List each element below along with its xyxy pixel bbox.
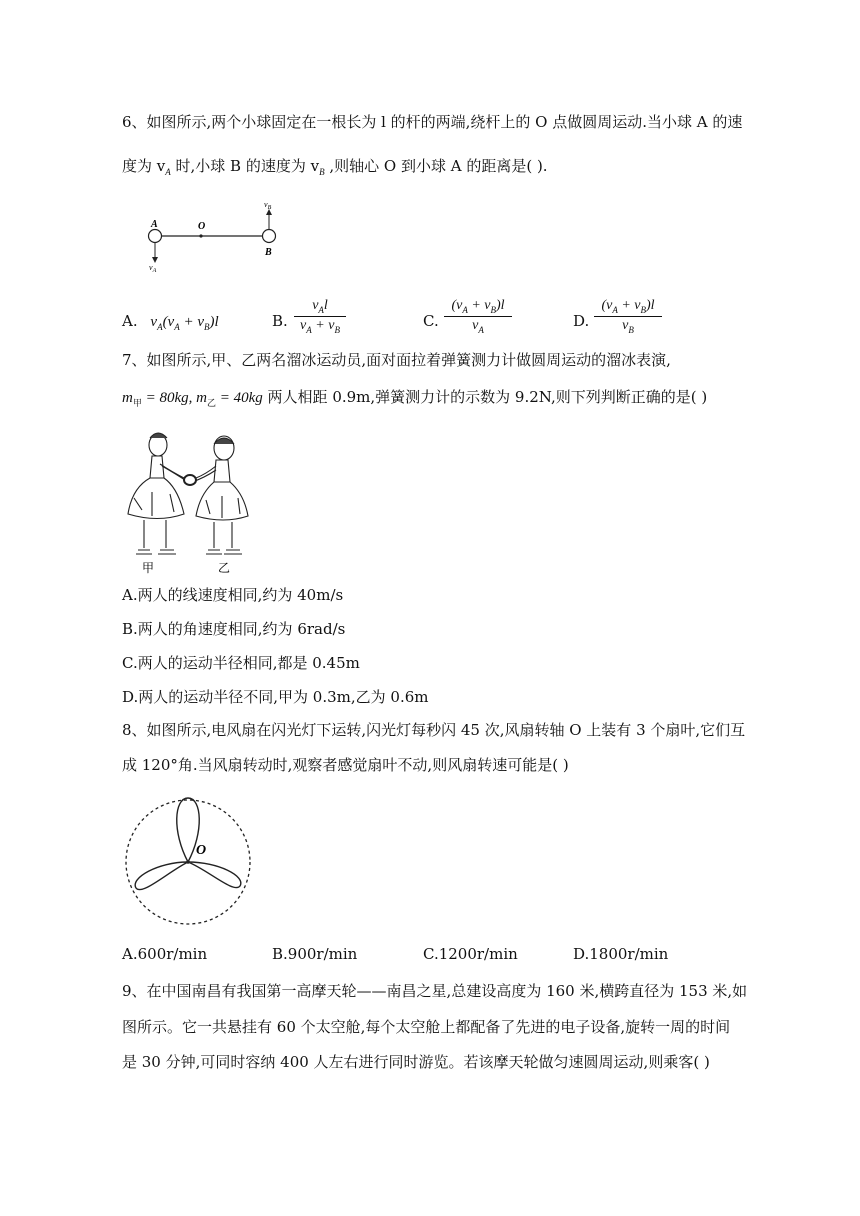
q6-option-c-fraction[interactable]: $\frac{(v_A + v_B)l}{v_A}$ — [444, 298, 512, 335]
q8-stem-line1: 8、如图所示,电风扇在闪光灯下运转,闪光灯每秒闪 45 次,风扇转轴 O 上装有 3 个扇叶,它们互 — [122, 721, 746, 739]
q7-option-c[interactable]: C.两人的运动半径相同,都是 0.45m — [122, 654, 360, 672]
q6-option-b-label[interactable]: B. — [272, 312, 288, 330]
q7-stem-line1: 7、如图所示,甲、乙两名溜冰运动员,面对面拉着弹簧测力计做圆周运动的溜冰表演, — [122, 351, 671, 369]
q8-option-c[interactable]: C.1200r/min — [423, 945, 518, 963]
q6-stem-line1: 6、如图所示,两个小球固定在一根长为 l 的杆的两端,绕杆上的 O 点做圆周运动.当小球 A 的速 — [122, 113, 743, 131]
q8-option-b[interactable]: B.900r/min — [272, 945, 358, 963]
label-o-fan: O — [196, 843, 207, 858]
label-b: B — [265, 247, 272, 258]
q6-option-d-fraction[interactable]: $\frac{(v_A + v_B)l}{v_B}$ — [594, 298, 662, 335]
label-yi: 乙 — [218, 561, 231, 575]
q7-stem-line2: $m_甲 = 80kg$, $m_乙 = 40kg$ 两人相距 0.9m,弹簧测力计的示数为 9.2N,则下列判断正确的是( ) — [122, 388, 708, 409]
q8-stem-line2: 成 120°角.当风扇转动时,观察者感觉扇叶不动,则风扇转速可能是( ) — [122, 756, 569, 774]
skater-right — [192, 436, 248, 554]
q9-stem-line2: 图所示。它一共悬挂有 60 个太空舱,每个太空舱上都配备了先进的电子设备,旋转一周的时间 — [122, 1018, 731, 1036]
q6-stem-line2: 度为 $v_A$ 时,小球 B 的速度为 $v_B$ ,则轴心 O 到小球 A 的距离是( ). — [122, 157, 548, 177]
q7-option-a[interactable]: A.两人的线速度相同,约为 40m/s — [122, 586, 344, 604]
velocity-a-arrowhead — [152, 257, 158, 263]
q6-option-b-fraction[interactable]: $v_Al$ $v_A + v_B$ — [294, 298, 346, 335]
q6-option-a[interactable]: A. $v_A(v_A + v_B)l$ — [122, 312, 219, 332]
q7-option-b[interactable]: B.两人的角速度相同,约为 6rad/s — [122, 620, 346, 638]
q6-rod-figure — [140, 198, 290, 278]
label-a: A — [151, 219, 158, 230]
q9-stem-line1: 9、在中国南昌有我国第一高摩天轮——南昌之星,总建设高度为 160 米,横跨直径为 153 米,如 — [122, 982, 748, 1000]
label-jia: 甲 — [142, 561, 155, 575]
q7-option-d[interactable]: D.两人的运动半径不同,甲为 0.3m,乙为 0.6m — [122, 688, 429, 706]
q9-stem-line3: 是 30 分钟,可同时容纳 400 人左右进行同时游览。若该摩天轮做匀速圆周运动,则乘客( ) — [122, 1053, 710, 1071]
pivot-o — [199, 234, 202, 237]
label-o: O — [198, 221, 206, 232]
fan-blade-left — [135, 862, 188, 890]
ball-b — [263, 230, 276, 243]
skater-left — [128, 433, 188, 554]
label-va: $v_A$ — [149, 263, 157, 274]
q6-option-c-label[interactable]: C. — [423, 312, 439, 330]
ball-a — [149, 230, 162, 243]
q8-option-a[interactable]: A.600r/min — [122, 945, 208, 963]
label-vb: $v_B$ — [264, 200, 272, 211]
spring-scale — [184, 475, 196, 485]
fan-blade-right — [188, 862, 241, 888]
q6-option-d-label[interactable]: D. — [573, 312, 590, 330]
fan-axis — [186, 860, 190, 864]
q8-option-d[interactable]: D.1800r/min — [573, 945, 669, 963]
q7-skaters-figure — [122, 428, 252, 576]
q8-fan-figure — [122, 792, 254, 932]
